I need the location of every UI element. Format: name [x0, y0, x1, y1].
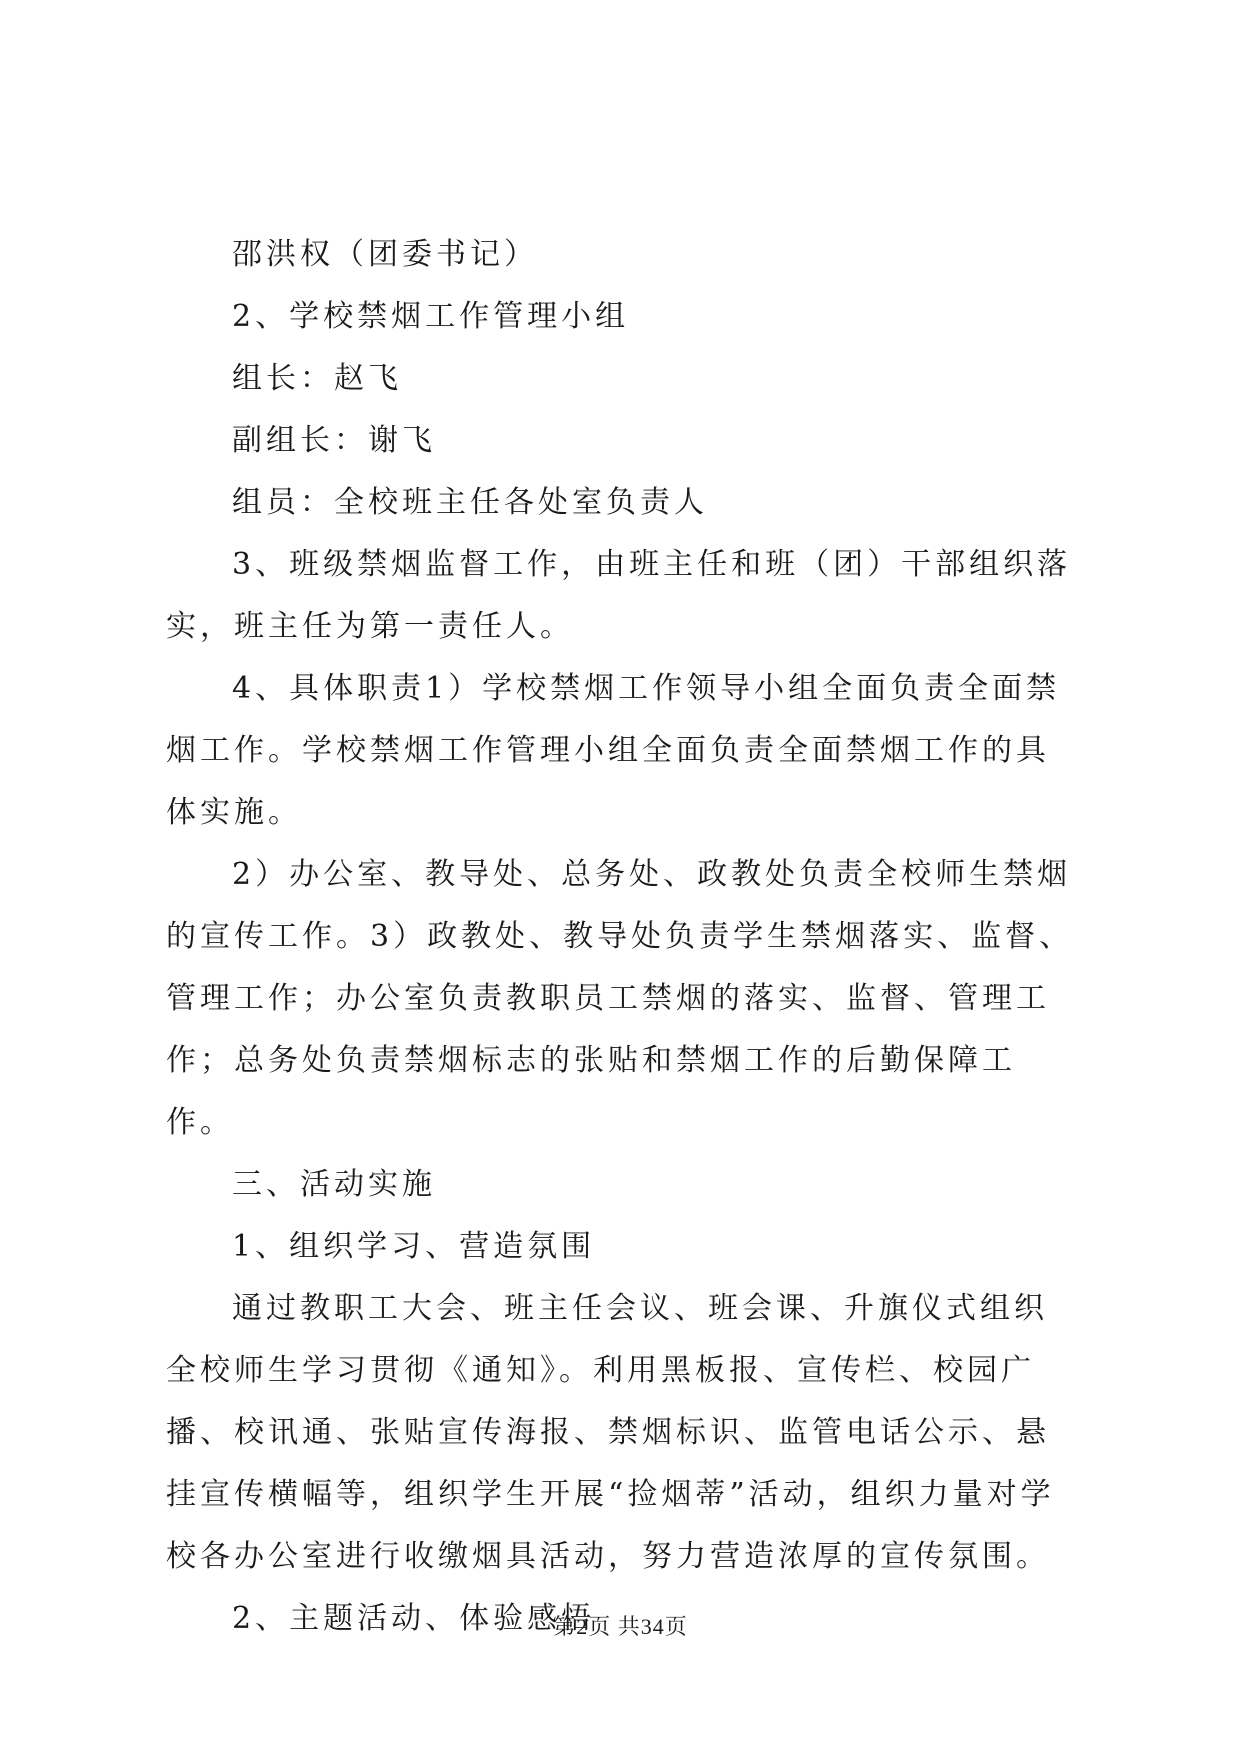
paragraph: 组长：赵飞 — [232, 361, 402, 396]
document-body — [166, 224, 1078, 1650]
paragraph: 邵洪权（团委书记） — [232, 237, 538, 272]
section-heading: 三、活动实施 — [232, 1167, 436, 1202]
paragraph: 4、具体职责1）学校禁烟工作领导小组全面负责全面禁烟工作。学校禁烟工作管理小组全面负责全面禁烟工作的具体实施。 — [166, 671, 1061, 830]
paragraph: 3、班级禁烟监督工作，由班主任和班（团）干部组织落实，班主任为第一责任人。 — [166, 547, 1072, 644]
subsection-heading: 2、主题活动、体验感悟 — [232, 1601, 596, 1636]
paragraph: 2、学校禁烟工作管理小组 — [232, 299, 630, 334]
page-footer: 第2页 共34页 — [553, 1614, 688, 1639]
subsection-heading: 1、组织学习、营造氛围 — [232, 1229, 596, 1264]
paragraph: 组员：全校班主任各处室负责人 — [232, 485, 708, 520]
paragraph: 2）办公室、教导处、总务处、政教处负责全校师生禁烟的宣传工作。3）政教处、教导处负责学生禁烟落实、监督、管理工作；办公室负责教职员工禁烟的落实、监督、管理工作；总务处负责禁烟标志的张贴和禁烟工作的后勤保障工作。 — [166, 857, 1074, 1140]
paragraph: 副组长：谢飞 — [232, 423, 436, 458]
paragraph: 通过教职工大会、班主任会议、班会课、升旗仪式组织全校师生学习贯彻《通知》。利用黑板报、宣传栏、校园广播、校讯通、张贴宣传海报、禁烟标识、监管电话公示、悬挂宣传横幅等，组织学生开展“捡烟蒂”活动，组织力量对学校各办公室进行收缴烟具活动，努力营造浓厚的宣传氛围。 — [166, 1291, 1055, 1574]
